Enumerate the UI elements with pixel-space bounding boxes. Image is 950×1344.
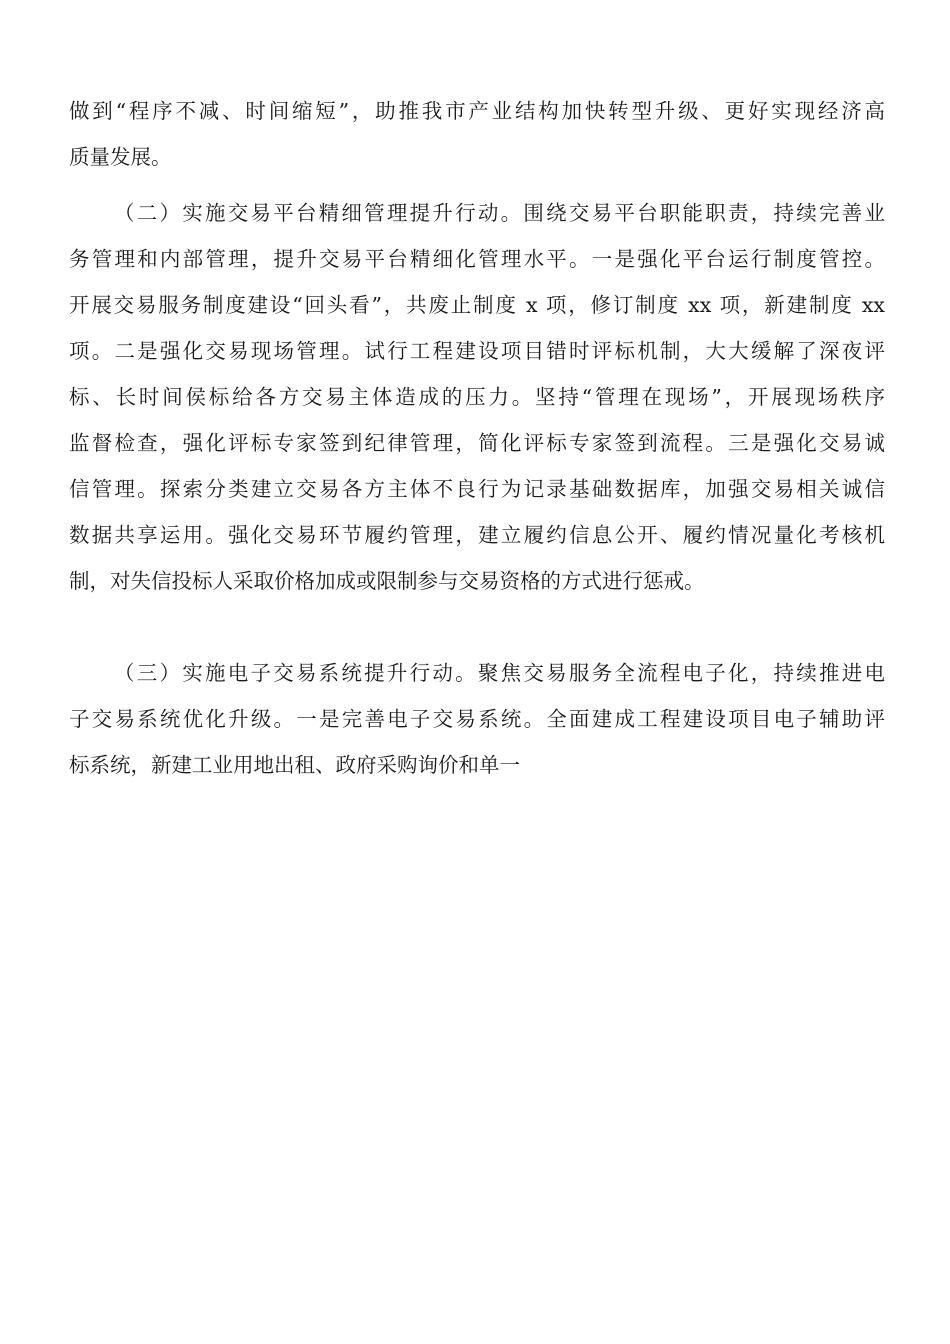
paragraph-2 bbox=[69, 190, 885, 604]
paragraph-1 bbox=[69, 88, 885, 180]
paragraph-2-line-4: 项。二是强化交易现场管理。试行工程建设项目错时评标机制，大大缓解了深夜评 bbox=[69, 339, 885, 363]
paragraph-1-line-1: 做到“程序不减、时间缩短”，助推我市产业结构加快转型升级、更好实现经济高 bbox=[69, 99, 885, 123]
paragraph-2-line-3: 开展交易服务制度建设“回头看”，共废止制度 x 项，修订制度 xx 项，新建制度 xx bbox=[69, 293, 885, 317]
paragraph-3-line-1: （三）实施电子交易系统提升行动。聚焦交易服务全流程电子化，持续推进电 bbox=[114, 661, 885, 685]
paragraph-2-line-1: （二）实施交易平台精细管理提升行动。围绕交易平台职能职责，持续完善业 bbox=[114, 201, 885, 225]
paragraph-1-line-2: 质量发展。 bbox=[69, 145, 172, 169]
paragraph-2-line-9: 制，对失信投标人采取价格加成或限制参与交易资格的方式进行惩戒。 bbox=[69, 569, 705, 593]
paragraph-2-line-7: 信管理。探索分类建立交易各方主体不良行为记录基础数据库，加强交易相关诚信 bbox=[69, 477, 885, 501]
paragraph-2-line-8: 数据共享运用。强化交易环节履约管理，建立履约信息公开、履约情况量化考核机 bbox=[69, 523, 885, 547]
paragraph-2-line-6: 监督检查，强化评标专家签到纪律管理，简化评标专家签到流程。三是强化交易诚 bbox=[69, 431, 885, 455]
paragraph-2-line-5: 标、长时间侯标给各方交易主体造成的压力。坚持“管理在现场”，开展现场秩序 bbox=[69, 385, 885, 409]
paragraph-3 bbox=[69, 650, 885, 788]
paragraph-3-line-3: 标系统，新建工业用地出租、政府采购询价和单一 bbox=[69, 753, 520, 777]
paragraph-2-line-2: 务管理和内部管理，提升交易平台精细化管理水平。一是强化平台运行制度管控。 bbox=[69, 247, 885, 271]
paragraph-3-line-2: 子交易系统优化升级。一是完善电子交易系统。全面建成工程建设项目电子辅助评 bbox=[69, 707, 885, 731]
